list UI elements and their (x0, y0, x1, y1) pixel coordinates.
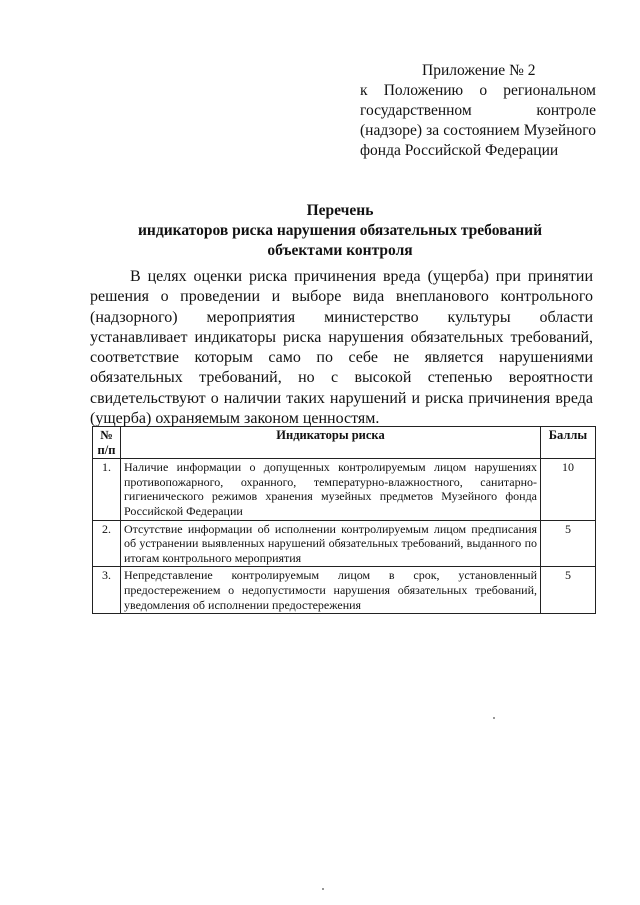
header-indicator: Индикаторы риска (121, 427, 541, 459)
table-row (93, 459, 596, 520)
table-row (93, 520, 596, 567)
row-number: 1. (93, 459, 121, 520)
table-header-row (93, 427, 596, 459)
heading-line-2: индикаторов риска нарушения обязательных требований (138, 222, 542, 239)
row-number: 2. (93, 520, 121, 567)
heading-line-1: Перечень (306, 202, 374, 219)
document-heading (90, 201, 590, 261)
row-indicator: Отсутствие информации об исполнении контролируемым лицом предписания об устранении выявленных нарушений обязательных требований, выданного по итогам контрольного мероприятия (121, 520, 541, 567)
scan-speck (322, 888, 324, 890)
risk-indicators-table (92, 426, 596, 614)
row-indicator: Непредставление контролируемым лицом в срок, установленный предостережением о недопустимости нарушения обязательных требований, уведомления об исполнении предостережения (121, 567, 541, 614)
table-row (93, 567, 596, 614)
header-number: № п/п (93, 427, 121, 459)
intro-paragraph: В целях оценки риска причинения вреда (ущерба) при принятии решения о проведении и выборе вида внепланового контрольного (надзорного) мероприятия министерство культуры области устанавливает индикаторы риска нарушения обязательных требований, соответствие которым само по себе не является нарушениями обязательных требований, но с высокой степенью вероятности свидетельствуют о наличии таких нарушений и риска причинения вреда (ущерба) охраняемым законом ценностям. (90, 268, 593, 428)
row-points: 5 (541, 520, 596, 567)
row-number: 3. (93, 567, 121, 614)
annex-block (360, 61, 596, 161)
heading-line-3: объектами контроля (267, 242, 413, 259)
scan-speck (493, 717, 495, 719)
row-points: 10 (541, 459, 596, 520)
header-points: Баллы (541, 427, 596, 459)
row-points: 5 (541, 567, 596, 614)
annex-title: Приложение № 2 (422, 62, 536, 79)
annex-reference: к Положению о региональном государственном контроле (надзоре) за состоянием Музейного фонда Российской Федерации (360, 82, 596, 159)
row-indicator: Наличие информации о допущенных контролируемым лицом нарушениях противопожарного, охранного, температурно-влажностного, санитарно-гигиенического режимов хранения музейных предметов Музейного фонда Российской Федерации (121, 459, 541, 520)
